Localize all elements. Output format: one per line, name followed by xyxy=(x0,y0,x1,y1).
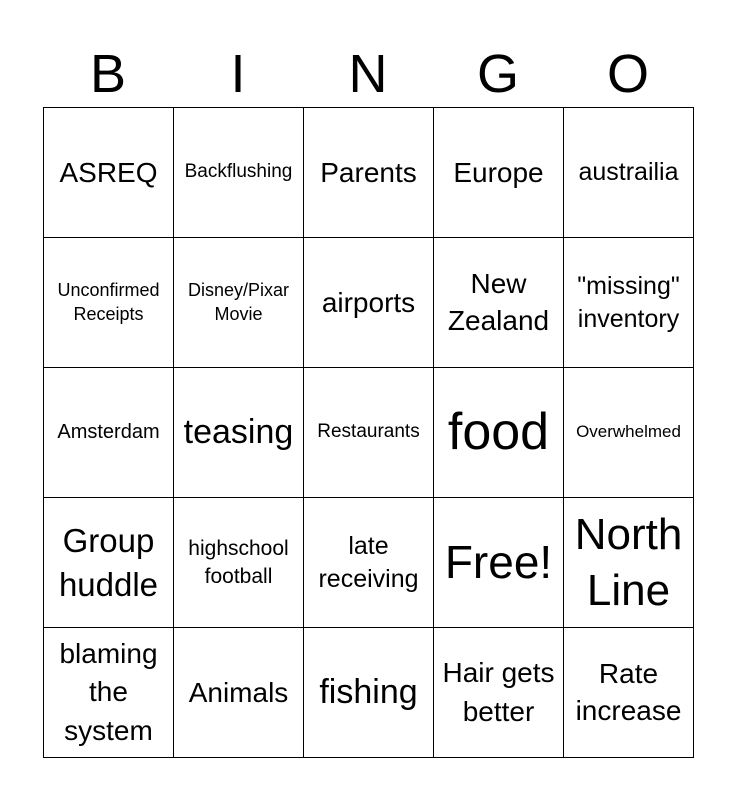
bingo-cell[interactable] xyxy=(174,628,304,758)
cell-text: Amsterdam xyxy=(57,420,160,443)
cell-text: teasing xyxy=(183,412,294,451)
free-space[interactable] xyxy=(434,498,564,628)
cell-text: Backflushing xyxy=(184,161,293,183)
bingo-header xyxy=(43,40,693,108)
header-letter-n: N xyxy=(348,44,388,104)
cell-text: Group huddle xyxy=(58,521,159,603)
bingo-cell[interactable] xyxy=(434,368,564,498)
bingo-cell[interactable] xyxy=(434,108,564,238)
bingo-cell[interactable] xyxy=(304,628,434,758)
cell-text: ASREQ xyxy=(59,156,158,188)
cell-text: Hair gets better xyxy=(442,656,555,727)
bingo-cell[interactable] xyxy=(44,498,174,628)
header-letter-o: O xyxy=(606,44,649,104)
header-letter-g: G xyxy=(476,44,519,104)
cell-text: airports xyxy=(321,286,416,318)
bingo-cell[interactable] xyxy=(434,628,564,758)
bingo-board xyxy=(43,107,694,758)
cell-text: food xyxy=(447,402,550,461)
bingo-cell[interactable] xyxy=(304,498,434,628)
cell-text: Parents xyxy=(320,156,417,188)
bingo-cell[interactable] xyxy=(304,238,434,368)
cell-text: Disney/Pixar Movie xyxy=(187,280,290,324)
bingo-cell[interactable] xyxy=(304,108,434,238)
bingo-cell[interactable] xyxy=(44,368,174,498)
cell-text: highschool football xyxy=(188,537,289,588)
cell-text: North Line xyxy=(574,509,683,615)
bingo-cell[interactable] xyxy=(304,368,434,498)
cell-text: fishing xyxy=(319,672,418,711)
bingo-cell[interactable] xyxy=(564,368,694,498)
cell-text: Overwhelmed xyxy=(576,422,681,442)
cell-text: blaming the system xyxy=(59,637,158,746)
cell-text: Free! xyxy=(444,536,553,589)
cell-text: austrailia xyxy=(578,157,679,186)
header-letter-i: I xyxy=(230,44,246,104)
bingo-cell[interactable] xyxy=(174,238,304,368)
bingo-cell[interactable] xyxy=(44,238,174,368)
header-letter-b: B xyxy=(89,44,127,104)
bingo-cell[interactable] xyxy=(564,238,694,368)
bingo-cell[interactable] xyxy=(434,238,564,368)
bingo-cell[interactable] xyxy=(564,498,694,628)
bingo-cell[interactable] xyxy=(564,628,694,758)
bingo-cell[interactable] xyxy=(564,108,694,238)
bingo-cell[interactable] xyxy=(44,628,174,758)
cell-text: Europe xyxy=(453,156,544,188)
cell-text: "missing" inventory xyxy=(577,272,680,333)
cell-text: Restaurants xyxy=(317,421,420,443)
cell-text: Unconfirmed Receipts xyxy=(57,280,160,324)
cell-text: Animals xyxy=(188,676,289,708)
bingo-cell[interactable] xyxy=(174,498,304,628)
cell-text: late receiving xyxy=(318,532,419,593)
bingo-cell[interactable] xyxy=(44,108,174,238)
cell-text: Rate increase xyxy=(575,658,682,726)
cell-text: New Zealand xyxy=(447,268,550,336)
bingo-cell[interactable] xyxy=(174,108,304,238)
bingo-cell[interactable] xyxy=(174,368,304,498)
